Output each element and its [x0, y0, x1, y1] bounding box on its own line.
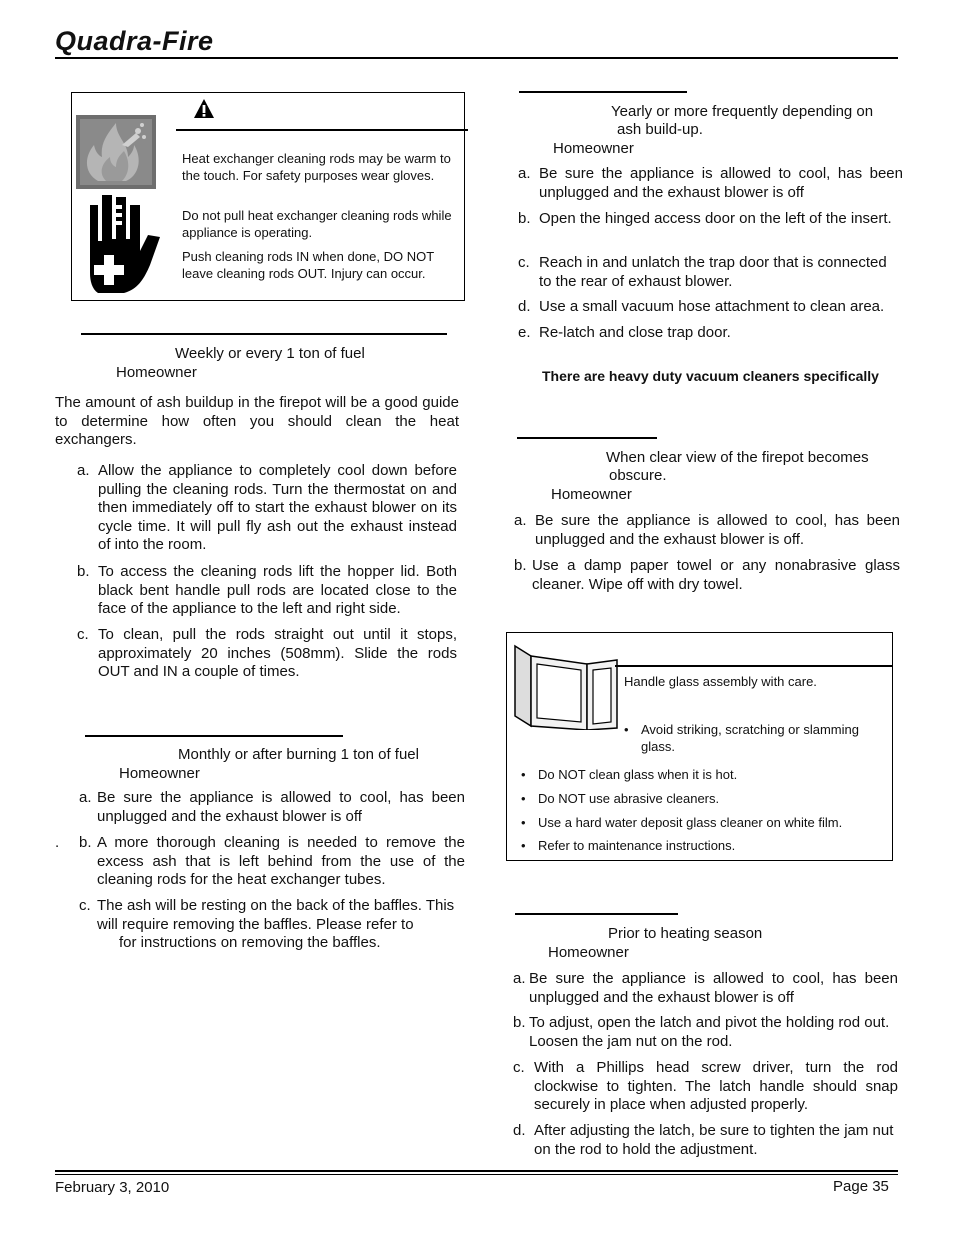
heat-exchanger-step-a: a. Allow the appliance to completely cool down before pulling the cleaning rods. Turn the thermostat on and then immediately off to start the exhaust blower on its cycle time. It will pull fly ash out the exhaust instead of into the room.	[77, 462, 457, 554]
section-rule-trap-door	[519, 91, 687, 93]
warning-box	[71, 92, 465, 301]
section-rule-heat-exchanger	[81, 333, 447, 335]
fire-hazard-icon	[76, 115, 156, 189]
baffles-step-c: c. The ash will be resting on the back of the baffles. This will require removing the baffles. Please refer to	[79, 897, 455, 933]
caution-box	[506, 632, 893, 861]
trap-door-step-b: b. Open the hinged access door on the left of the insert.	[518, 210, 892, 227]
footer-rule-bottom	[55, 1174, 898, 1175]
trap-door-frequency-line2: ash build-up.	[617, 121, 703, 138]
caution-text: Handle glass assembly with care.	[624, 674, 817, 689]
glass-frequency-line1: When clear view of the firepot becomes	[606, 449, 869, 466]
baffles-step-b: b. A more thorough cleaning is needed to remove the excess ash that is left behind from the use of the cleaning rods for the heat exchanger tubes.	[79, 834, 465, 889]
heat-exchanger-frequency: Weekly or every 1 ton of fuel	[175, 345, 365, 362]
section-rule-glass	[517, 437, 657, 439]
warning-text-3: Push cleaning rods IN when done, DO NOT leave cleaning rods OUT. Injury can occur.	[182, 249, 434, 281]
caution-bullet-2: • Do NOT clean glass when it is hot.	[521, 767, 738, 782]
trap-door-by: Homeowner	[553, 140, 634, 157]
trap-door-step-d: d. Use a small vacuum hose attachment to clean area.	[518, 298, 885, 315]
latch-step-b: b. To adjust, open the latch and pivot the holding rod out. Loosen the jam nut on the rod.	[513, 1014, 890, 1050]
glass-panel-icon	[513, 638, 619, 730]
heat-exchanger-intro: The amount of ash buildup in the firepot will be a good guide to determine how often you should clean the heat exchangers.	[55, 394, 459, 449]
header-rule	[55, 57, 898, 59]
footer-date: February 3, 2010	[55, 1179, 170, 1196]
warning-text-2: Do not pull heat exchanger cleaning rods while appliance is operating.	[182, 208, 452, 240]
warning-title-rule	[176, 129, 468, 131]
footer-rule-top	[55, 1170, 898, 1172]
caution-bullet-3: • Do NOT use abrasive cleaners.	[521, 791, 720, 806]
warning-triangle-icon	[193, 98, 215, 120]
baffles-step-c-continued: for instructions on removing the baffles.	[119, 934, 381, 951]
heat-exchanger-step-c: c. To clean, pull the rods straight out until it stops, approximately 20 inches (508mm). Slide the rods OUT and IN a couple of times.	[77, 626, 457, 681]
heat-exchanger-by: Homeowner	[116, 364, 197, 381]
warning-text-1: Heat exchanger cleaning rods may be warm to the touch. For safety purposes wear gloves.	[182, 151, 451, 183]
section-rule-baffles	[85, 735, 343, 737]
trap-door-step-e: e. Re-latch and close trap door.	[518, 324, 731, 341]
caution-title-rule	[615, 665, 892, 667]
glass-step-a: a. Be sure the appliance is allowed to cool, has been unplugged and the exhaust blower is off.	[514, 512, 900, 548]
latch-step-a: a. Be sure the appliance is allowed to cool, has been unplugged and the exhaust blower is off	[513, 970, 898, 1006]
caution-bullet-1: • Avoid striking, scratching or slamming glass.	[624, 722, 859, 754]
trap-door-note: There are heavy duty vacuum cleaners specifically	[542, 368, 879, 384]
baffles-step-a: a. Be sure the appliance is allowed to cool, has been unplugged and the exhaust blower is off	[79, 789, 465, 825]
baffles-stray-period: .	[55, 834, 60, 851]
latch-step-d: d. After adjusting the latch, be sure to tighten the jam nut on the rod to hold the adjustment.	[513, 1122, 894, 1158]
caution-bullet-5: • Refer to maintenance instructions.	[521, 838, 736, 853]
trap-door-step-c: c. Reach in and unlatch the trap door that is connected to the rear of exhaust blower.	[518, 254, 887, 290]
latch-frequency: Prior to heating season	[608, 925, 763, 942]
section-rule-latch	[515, 913, 678, 915]
heat-exchanger-step-b: b. To access the cleaning rods lift the hopper lid. Both black bent handle pull rods are located close to the face of the appliance to the left and right side.	[77, 563, 457, 618]
baffles-frequency: Monthly or after burning 1 ton of fuel	[178, 746, 419, 763]
glove-hand-icon	[84, 193, 162, 297]
glass-step-b: b. Use a damp paper towel or any nonabrasive glass cleaner. Wipe off with dry towel.	[514, 557, 900, 593]
trap-door-step-a: a. Be sure the appliance is allowed to cool, has been unplugged and the exhaust blower is off	[518, 165, 903, 201]
latch-step-c: c. With a Phillips head screw driver, turn the rod clockwise to tighten. The latch handle should snap securely in place when adjusted properly.	[513, 1059, 898, 1114]
quadra-fire-logo: Quadra-Fire	[55, 26, 214, 56]
glass-by: Homeowner	[551, 486, 632, 503]
trap-door-frequency-line1: Yearly or more frequently depending on	[611, 103, 874, 120]
footer-page-number: Page 35	[833, 1178, 889, 1195]
caution-bullet-4: • Use a hard water deposit glass cleaner on white film.	[521, 815, 843, 830]
glass-frequency-line2: obscure.	[609, 467, 667, 484]
baffles-by: Homeowner	[119, 765, 200, 782]
latch-by: Homeowner	[548, 944, 629, 961]
